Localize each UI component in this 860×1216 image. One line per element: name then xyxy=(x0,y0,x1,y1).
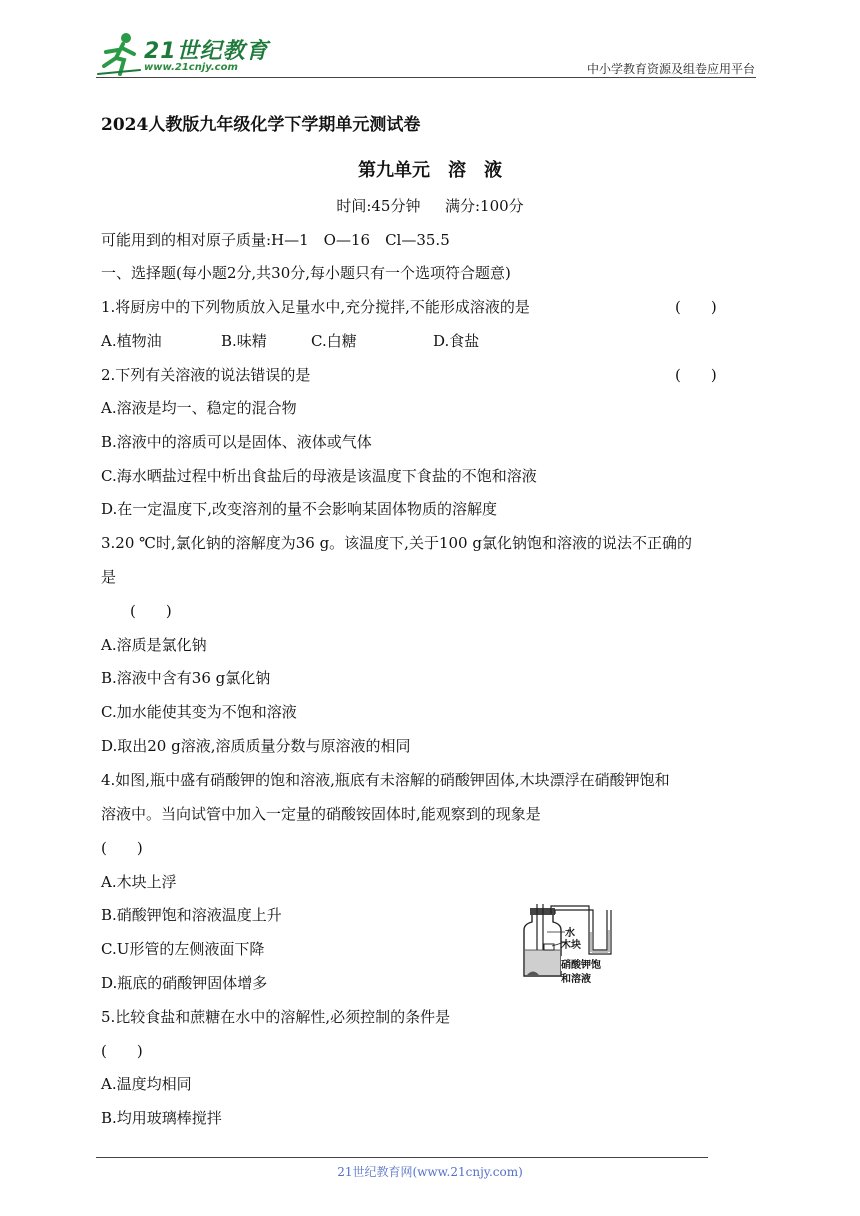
q1-option-a[interactable]: A.植物油 xyxy=(101,332,162,350)
question-4-stem-line2: 溶液中。当向试管中加入一定量的硝酸铵固体时,能观察到的现象是 xyxy=(101,805,541,823)
q1-option-d[interactable]: D.食盐 xyxy=(433,332,480,350)
platform-tagline: 中小学教育资源及组卷应用平台 xyxy=(586,62,755,76)
q3-option-a[interactable]: A.溶质是氯化钠 xyxy=(101,636,207,654)
label-wood-block: 木块 xyxy=(561,940,581,951)
q3-option-d[interactable]: D.取出20 g溶液,溶质质量分数与原溶液的相同 xyxy=(101,737,411,755)
logo-url: www.21cnjy.com xyxy=(144,62,238,73)
logo-text: 21世纪教育 xyxy=(144,39,269,64)
q2-option-d[interactable]: D.在一定温度下,改变溶剂的量不会影响某固体物质的溶解度 xyxy=(101,500,498,518)
header-divider xyxy=(96,77,756,78)
q1-option-b[interactable]: B.味精 xyxy=(221,332,267,350)
q2-option-a[interactable]: A.溶液是均一、稳定的混合物 xyxy=(101,399,297,417)
question-3-stem-line2: 是 xyxy=(101,568,117,586)
q4-option-b[interactable]: B.硝酸钾饱和溶液温度上升 xyxy=(101,906,282,924)
q3-option-b[interactable]: B.溶液中含有36 g氯化钠 xyxy=(101,669,271,687)
q2-option-b[interactable]: B.溶液中的溶质可以是固体、液体或气体 xyxy=(101,433,372,451)
question-2-stem: 2.下列有关溶液的说法错误的是 xyxy=(101,366,311,384)
q5-option-a[interactable]: A.温度均相同 xyxy=(101,1075,192,1093)
q5-option-b[interactable]: B.均用玻璃棒搅拌 xyxy=(101,1109,222,1127)
question-5-stem: 5.比较食盐和蔗糖在水中的溶解性,必须控制的条件是 xyxy=(101,1008,451,1026)
atomic-masses: 可能用到的相对原子质量:H—1 O—16 Cl—35.5 xyxy=(101,231,450,249)
bottle-u-tube-figure xyxy=(519,902,619,985)
q3-option-c[interactable]: C.加水能使其变为不饱和溶液 xyxy=(101,703,297,721)
q2-option-c[interactable]: C.海水晒盐过程中析出食盐后的母液是该温度下食盐的不饱和溶液 xyxy=(101,467,537,485)
question-1-stem: 1.将厨房中的下列物质放入足量水中,充分搅拌,不能形成溶液的是 xyxy=(101,298,530,316)
time-and-score: 时间:45分钟 满分:100分 xyxy=(336,197,524,215)
question-5-answer-blank[interactable]: ( ) xyxy=(101,1042,143,1060)
site-logo[interactable] xyxy=(96,30,269,80)
question-3-stem-line1: 3.20 ℃时,氯化钠的溶解度为36 g。该温度下,关于100 g氯化钠饱和溶液的说法不正确的 xyxy=(101,534,692,552)
q4-option-a[interactable]: A.木块上浮 xyxy=(101,873,177,891)
exam-title: 2024人教版九年级化学下学期单元测试卷 xyxy=(101,115,421,135)
runner-logo-icon xyxy=(96,30,144,78)
question-1-answer-blank[interactable]: ( ) xyxy=(675,298,717,316)
question-4-answer-blank[interactable]: ( ) xyxy=(101,839,143,857)
label-solution-line2: 和溶液 xyxy=(561,974,591,985)
section-heading: 一、选择题(每小题2分,共30分,每小题只有一个选项符合题意) xyxy=(101,264,511,282)
unit-title: 第九单元 溶 液 xyxy=(358,160,502,181)
question-3-answer-blank[interactable]: ( ) xyxy=(130,602,172,620)
footer-link[interactable]: 21世纪教育网(www.21cnjy.com) xyxy=(337,1165,523,1179)
question-4-stem-line1: 4.如图,瓶中盛有硝酸钾的饱和溶液,瓶底有未溶解的硝酸钾固体,木块漂浮在硝酸钾饱和 xyxy=(101,771,670,789)
page-header xyxy=(0,0,860,80)
question-2-answer-blank[interactable]: ( ) xyxy=(675,366,717,384)
footer-divider xyxy=(96,1157,708,1158)
q1-option-c[interactable]: C.白糖 xyxy=(311,332,357,350)
q4-option-d[interactable]: D.瓶底的硝酸钾固体增多 xyxy=(101,974,268,992)
q4-option-c[interactable]: C.U形管的左侧液面下降 xyxy=(101,940,265,958)
label-water: 水 xyxy=(565,928,575,939)
label-solution-line1: 硝酸钾饱 xyxy=(561,956,601,971)
